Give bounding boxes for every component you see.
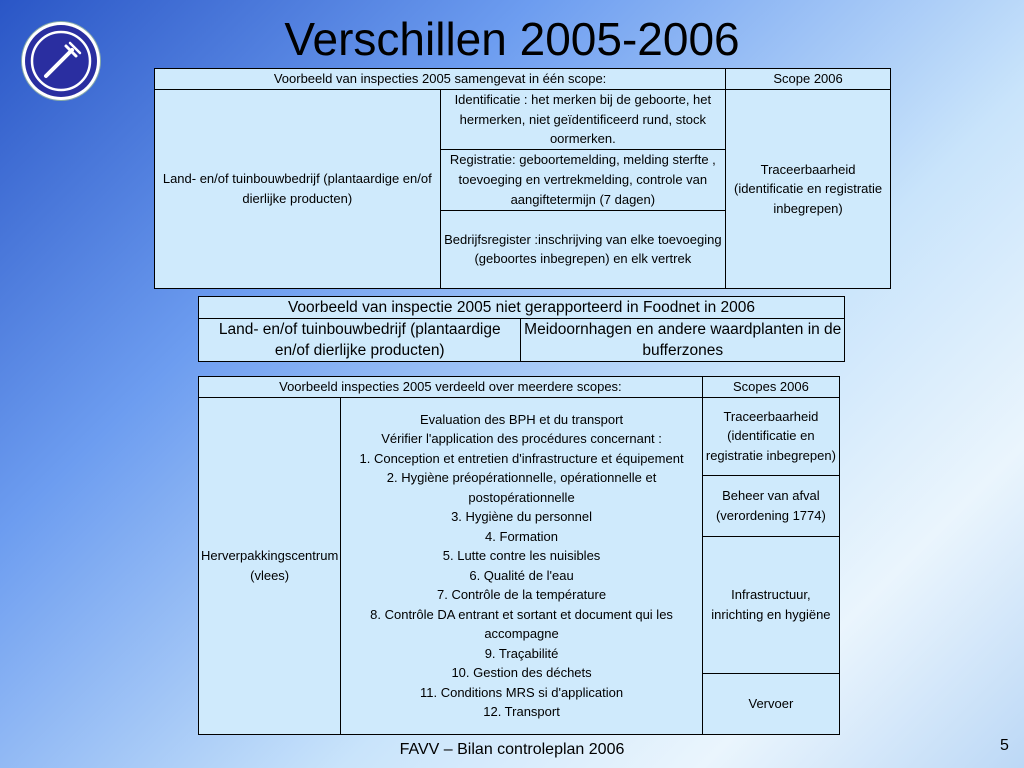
list-item: 5. Lutte contre les nuisibles xyxy=(442,548,601,563)
table1-left-cell: Land- en/of tuinbouwbedrijf (plantaardige en/of dierlijke producten) xyxy=(155,90,441,289)
list-item: 11. Conditions MRS si d'application xyxy=(419,684,624,700)
page-number: 5 xyxy=(1000,737,1009,754)
table3-scope-infrastructuur: Infrastructuur, inrichting en hygiëne xyxy=(702,536,839,673)
table1-item-identificatie: Identificatie : het merken bij de geboorte, het hermerken, niet geïdentificeerd rund, stock oormerken. xyxy=(440,90,726,150)
table1-header-left: Voorbeeld van inspecties 2005 samengevat in één scope: xyxy=(155,69,726,90)
list-item: 4. Formation xyxy=(485,528,559,544)
table3-header-right: Scopes 2006 xyxy=(702,377,839,398)
table3-scope-vervoer: Vervoer xyxy=(702,673,839,734)
table3-header-left: Voorbeeld inspecties 2005 verdeeld over meerdere scopes: xyxy=(199,377,703,398)
list-item: 6. Qualité de l'eau xyxy=(469,567,574,583)
table2-header: Voorbeeld van inspectie 2005 niet gerapporteerd in Foodnet in 2006 xyxy=(199,297,845,319)
list-item: 9. Traçabilité xyxy=(484,645,559,661)
list-item: 8. Contrôle DA entrant et sortant et document qui les accompagne xyxy=(370,606,673,641)
table3-left-cell: Herverpakkingscentrum (vlees) xyxy=(199,397,341,734)
table3-lines-cell xyxy=(341,397,703,734)
table1-header-right: Scope 2006 xyxy=(726,69,891,90)
list-item: 1. Conception et entretien d'infrastructure et équipement xyxy=(359,450,684,466)
list-item: 12. Transport xyxy=(483,704,560,719)
footer-text: FAVV – Bilan controleplan 2006 xyxy=(399,741,625,758)
list-item: 10. Gestion des déchets xyxy=(451,665,592,680)
page-title: Verschillen 2005-2006 xyxy=(284,13,740,65)
list-item: 7. Contrôle de la température xyxy=(436,587,607,602)
table2-right-cell: Meidoornhagen en andere waardplanten in de bufferzones xyxy=(521,319,845,362)
table1-item-bedrijfsregister: Bedrijfsregister :inschrijving van elke toevoeging (geboortes inbegrepen) en elk vertrek xyxy=(440,210,726,288)
table3-scope-afval: Beheer van afval (verordening 1774) xyxy=(702,475,839,536)
list-item: 3. Hygiène du personnel xyxy=(451,509,593,524)
table-multiple-scopes xyxy=(198,376,840,735)
table2-left-cell: Land- en/of tuinbouwbedrijf (plantaardige en/of dierlijke producten) xyxy=(199,319,521,362)
list-item: 2. Hygiène préopérationnelle, opérationnelle et postopérationnelle xyxy=(386,470,657,505)
list-item: Vérifier l'application des procédures concernant : xyxy=(381,431,662,446)
table-not-reported xyxy=(198,296,845,362)
list-item: Evaluation des BPH et du transport xyxy=(420,411,624,427)
table-single-scope xyxy=(154,68,891,289)
table1-scope-cell: Traceerbaarheid (identificatie en registratie inbegrepen) xyxy=(726,90,891,289)
table3-scope-traceerbaarheid: Traceerbaarheid (identificatie en registratie inbegrepen) xyxy=(702,397,839,475)
table1-item-registratie: Registratie: geboortemelding, melding sterfte , toevoeging en vertrekmelding, controle van aangiftetermijn (7 dagen) xyxy=(440,149,726,210)
